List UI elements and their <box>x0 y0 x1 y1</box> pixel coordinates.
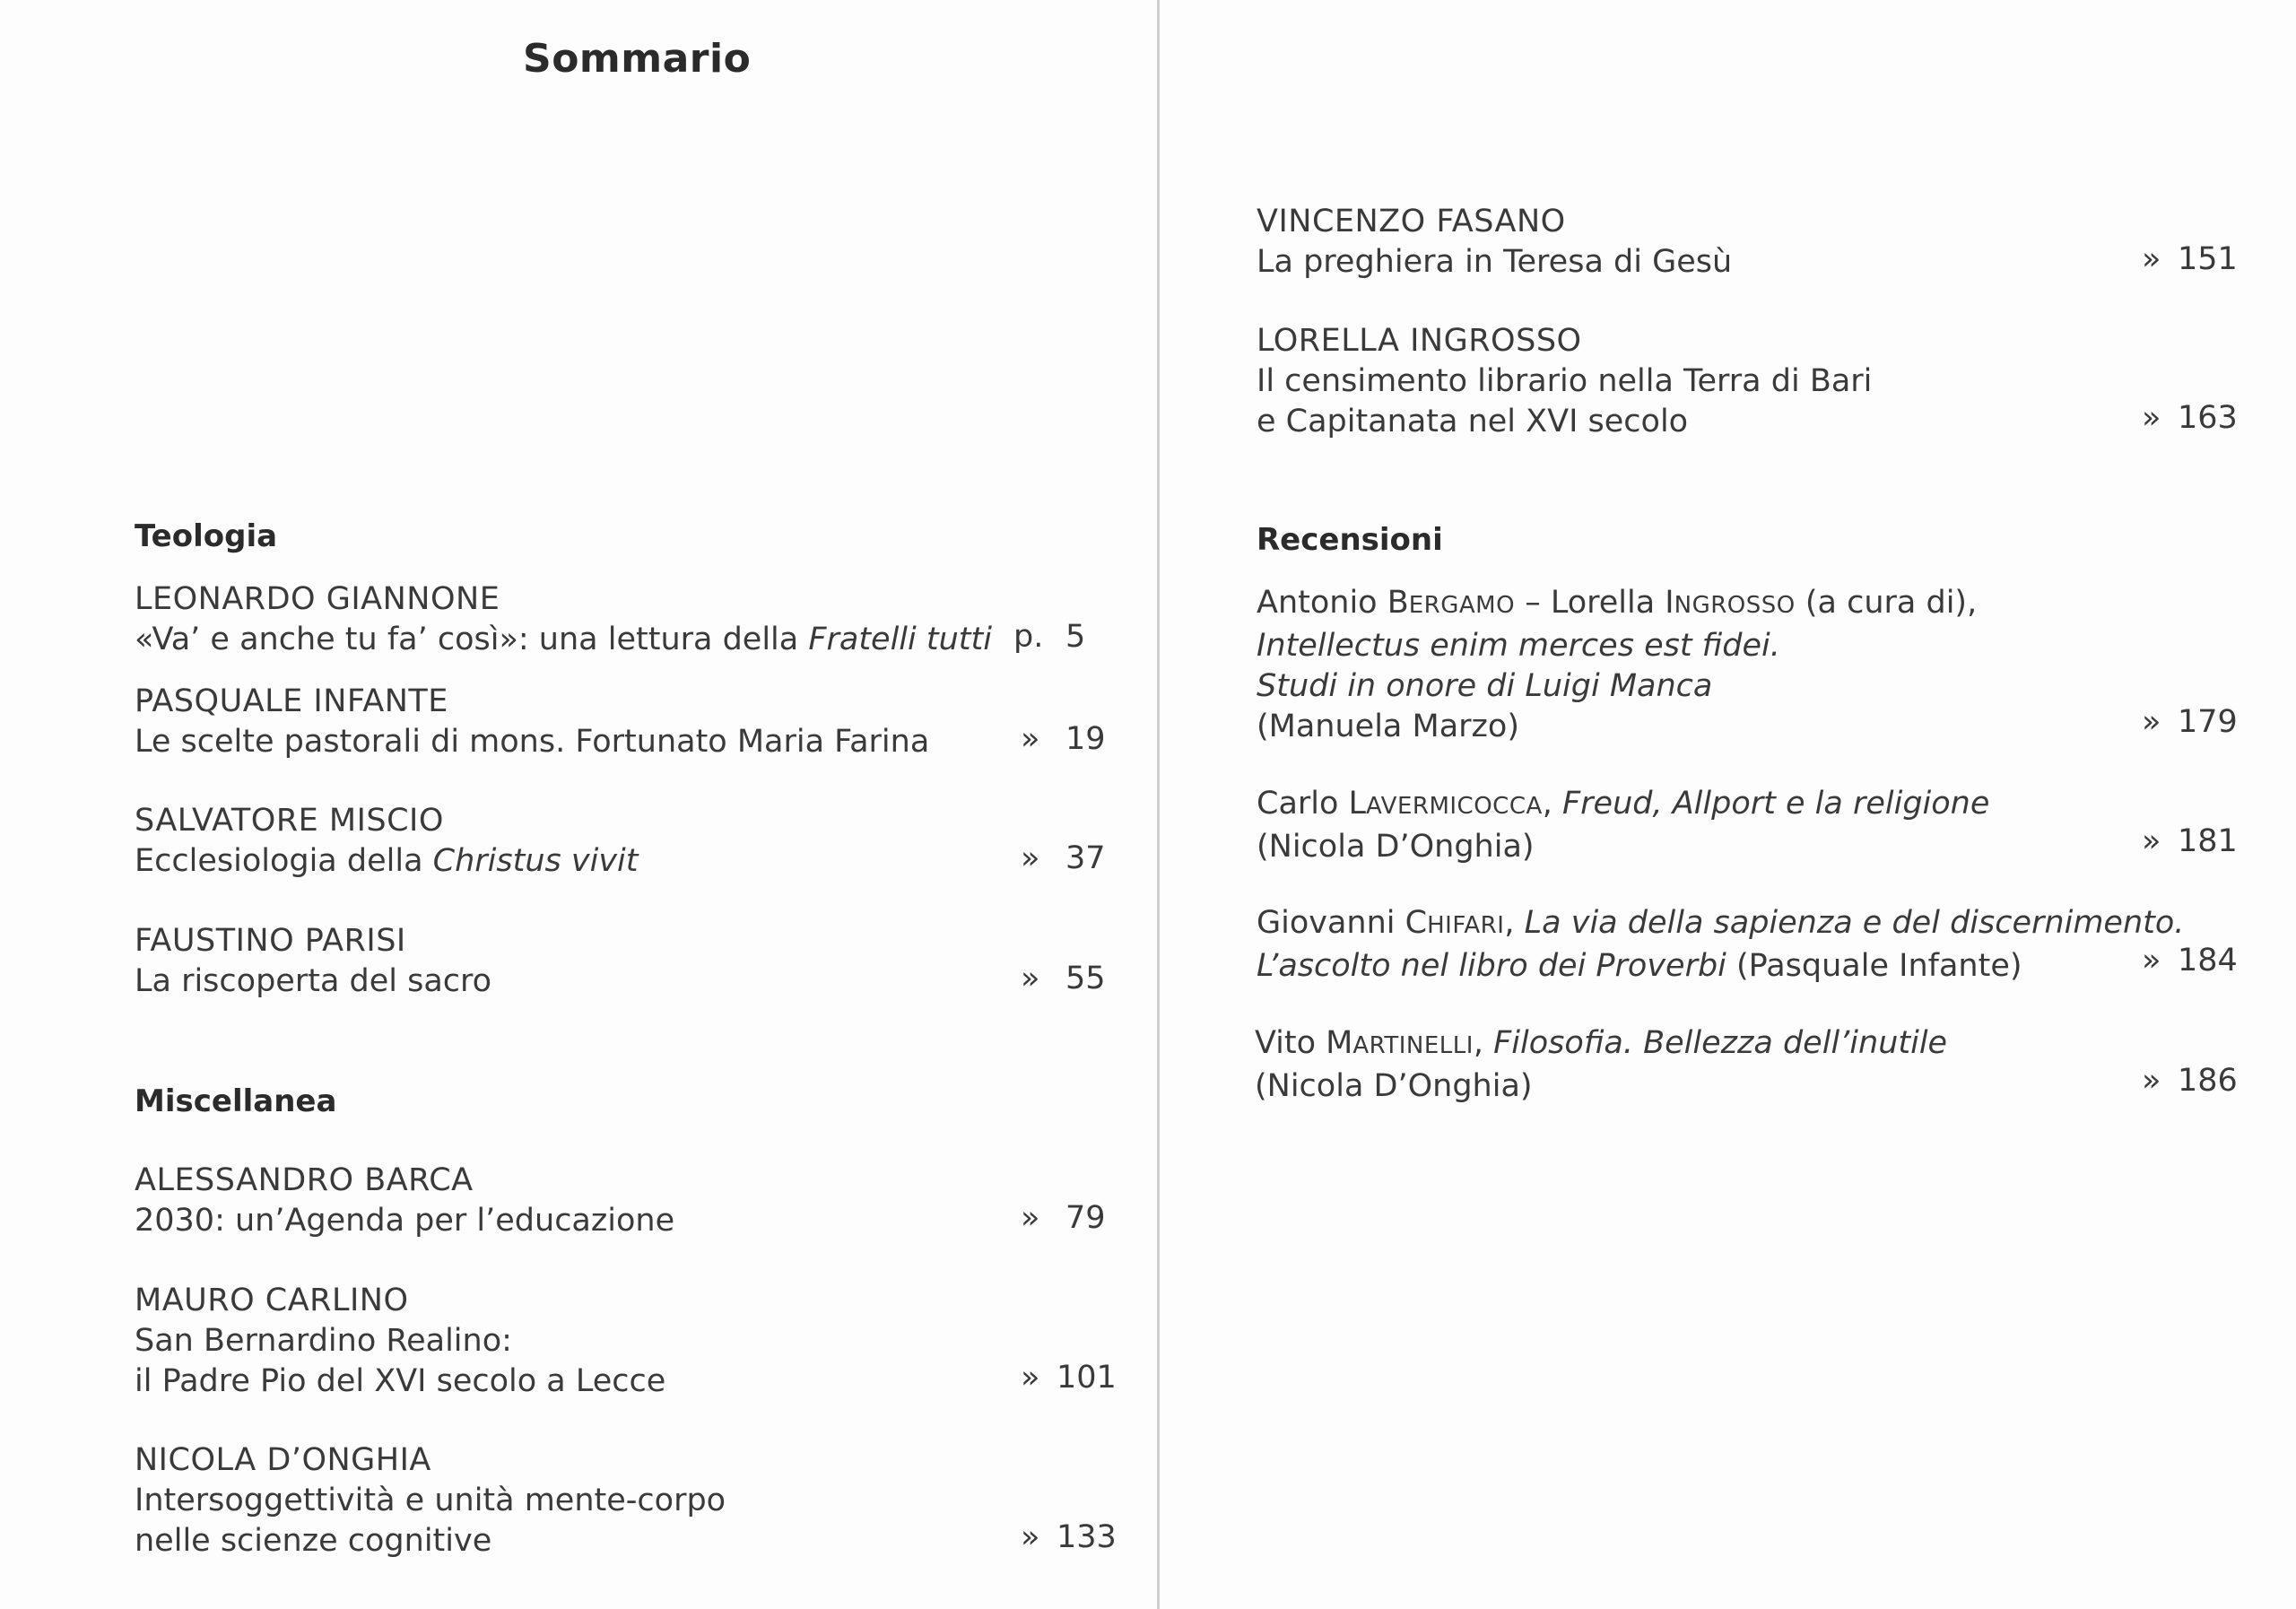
toc-entry[interactable] <box>1257 202 1732 283</box>
review-title: Vito MARTINELLI, Filosofia. Bellezza dell’inutile <box>1255 1025 1948 1061</box>
toc-entry[interactable] <box>135 1161 674 1241</box>
entry-author: LEONARDO GIANNONE <box>135 581 500 617</box>
review-authors: Antonio BERGAMO – Lorella INGROSSO (a cura di), <box>1257 585 1978 621</box>
entry-title: La riscoperta del sacro <box>135 963 492 999</box>
entry-page: p. 5 <box>1013 619 1086 655</box>
entry-title: La preghiera in Teresa di Gesù <box>1257 244 1733 280</box>
reviewer: (Nicola D’Onghia) <box>1255 1068 1533 1104</box>
entry-title: 2030: un’Agenda per l’educazione <box>135 1203 675 1239</box>
entry-page: » 37 <box>1021 840 1106 876</box>
page-title: Sommario <box>523 36 752 82</box>
review-title-line2: Studi in onore di Luigi Manca <box>1257 668 1713 704</box>
review-title: Carlo LAVERMICOCCA, Freud, Allport e la religione <box>1257 786 1990 822</box>
toc-entry[interactable] <box>135 579 992 660</box>
reviewer: (Manuela Marzo) <box>1257 709 1519 744</box>
reviewer: (Nicola D’Onghia) <box>1257 829 1535 865</box>
review-entry[interactable] <box>1257 784 1989 867</box>
entry-page: » 179 <box>2142 704 2238 740</box>
entry-page: » 19 <box>1021 721 1106 757</box>
entry-author: FAUSTINO PARISI <box>135 923 406 959</box>
entry-page: » 101 <box>1021 1360 1117 1396</box>
entry-author: ALESSANDRO BARCA <box>135 1162 474 1198</box>
review-entry[interactable] <box>1255 1023 1947 1107</box>
entry-author: NICOLA D’ONGHIA <box>135 1442 431 1478</box>
entry-author: MAURO CARLINO <box>135 1283 409 1318</box>
entry-author: PASQUALE INFANTE <box>135 683 448 719</box>
entry-title: Ecclesiologia della Christus vivit <box>135 843 639 879</box>
review-title-line2: L’ascolto nel libro dei Proverbi (Pasquale Infante) <box>1257 948 2022 984</box>
entry-page: » 163 <box>2142 400 2238 436</box>
entry-title: «Va’ e anche tu fa’ così»: una lettura della Fratelli tutti <box>135 622 992 657</box>
entry-page: » 133 <box>1021 1519 1117 1555</box>
toc-entry[interactable] <box>1257 321 1872 442</box>
entry-page: » 181 <box>2142 823 2238 859</box>
section-miscellanea: Miscellanea <box>135 1083 337 1119</box>
toc-entry[interactable] <box>135 1440 726 1561</box>
right-page <box>1161 0 2296 1609</box>
entry-title-line2: e Capitanata nel XVI secolo <box>1257 404 1689 439</box>
toc-entry[interactable] <box>135 1281 665 1402</box>
toc-entry[interactable] <box>135 921 491 1002</box>
review-entry[interactable] <box>1257 903 2184 987</box>
review-entry[interactable] <box>1257 583 1977 747</box>
toc-entry[interactable] <box>135 801 639 882</box>
entry-page: » 55 <box>1021 961 1106 996</box>
section-teologia: Teologia <box>135 518 278 554</box>
entry-page: » 184 <box>2142 943 2238 978</box>
page-gutter <box>1157 0 1160 1609</box>
entry-author: SALVATORE MISCIO <box>135 803 444 839</box>
section-recensioni: Recensioni <box>1257 522 1443 558</box>
entry-title-line1: Il censimento librario nella Terra di Bari <box>1257 363 1873 399</box>
review-title-line1: Intellectus enim merces est fidei. <box>1257 628 1780 664</box>
entry-author: LORELLA INGROSSO <box>1257 323 1582 359</box>
review-title-line1: Giovanni CHIFARI, La via della sapienza e del discernimento. <box>1257 905 2185 941</box>
entry-title: Le scelte pastorali di mons. Fortunato Maria Farina <box>135 724 930 760</box>
toc-entry[interactable] <box>135 682 929 762</box>
entry-author: VINCENZO FASANO <box>1257 204 1566 239</box>
entry-page: » 151 <box>2142 241 2238 277</box>
entry-title-line1: Intersoggettività e unità mente-corpo <box>135 1483 726 1518</box>
entry-title-line2: il Padre Pio del XVI secolo a Lecce <box>135 1363 666 1399</box>
entry-page: » 79 <box>1021 1200 1106 1236</box>
entry-title-line2: nelle scienze cognitive <box>135 1523 492 1559</box>
entry-title-line1: San Bernardino Realino: <box>135 1323 512 1359</box>
entry-page: » 186 <box>2142 1063 2238 1099</box>
